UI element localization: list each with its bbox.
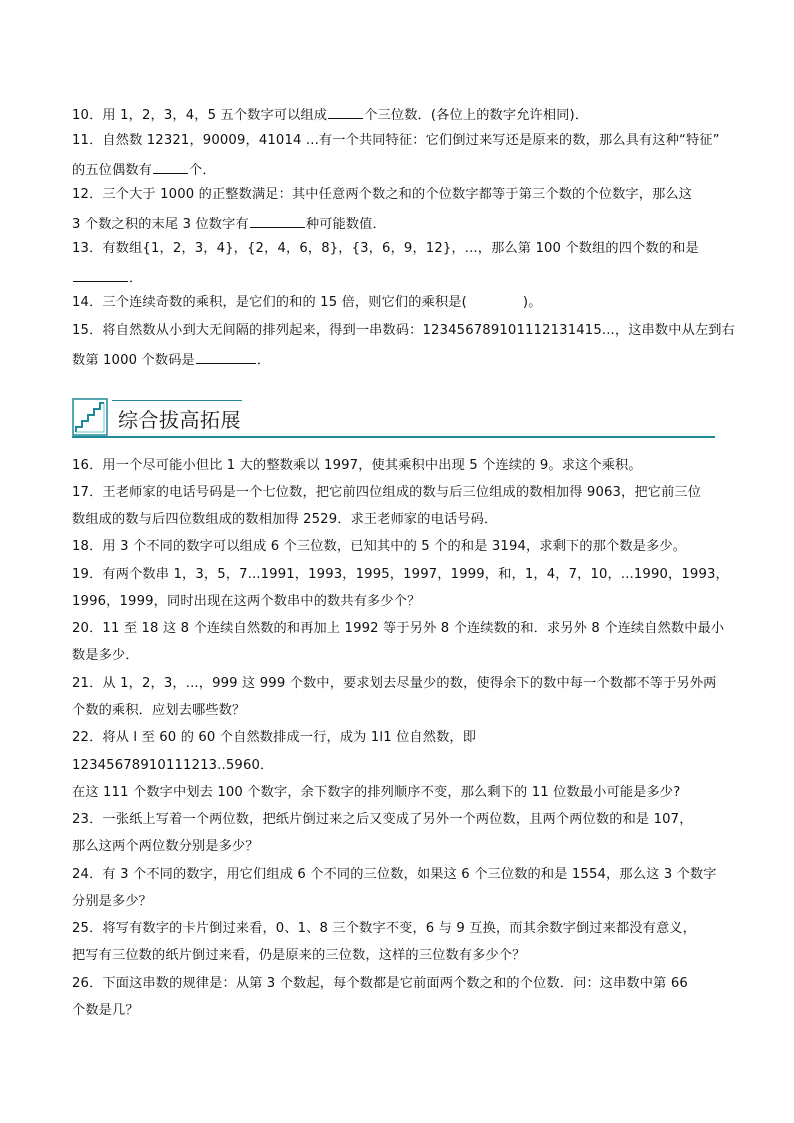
- problem-11-line2: [72, 159, 216, 180]
- problem-13-line1: 13．有数组{1，2，3，4}，{2，4，6，8}，{3，6，9，12}，...，那么第 100 个数组的四个数的和是: [72, 241, 699, 256]
- section-title: 综合拔高拓展: [118, 408, 241, 432]
- problem-11-text: 的五位偶数有: [72, 163, 153, 178]
- problem-12-line2: [72, 213, 386, 234]
- problem-12-text: 3 个数之积的末尾 3 位数字有: [72, 217, 249, 232]
- problem-19-line2: 1996，1999，同时出现在这两个数串中的数共有多少个？: [72, 594, 421, 609]
- section-header: [72, 398, 715, 440]
- problem-13-line2: [72, 267, 142, 288]
- problem-10-text: 10．用 1，2，3，4，5 五个数字可以组成: [72, 108, 328, 123]
- answer-blank: [250, 213, 305, 228]
- problem-14-text-end: )。: [522, 295, 542, 310]
- problem-10-text-end: 个三位数．(各位上的数字允许相同)．: [364, 108, 589, 123]
- answer-blank: [73, 267, 128, 282]
- problem-12-line1: 12．三个大于 1000 的正整数满足：其中任意两个数之和的个位数字都等于第三个数的个位数字，那么这: [72, 187, 693, 202]
- answer-blank: [196, 349, 256, 364]
- problem-15-line2: [72, 349, 270, 370]
- problem-26-line2: 个数是几？: [72, 1003, 139, 1018]
- problem-18: 18．用 3 个不同的数字可以组成 6 个三位数，已知其中的 5 个的和是 3194，求剩下的那个数是多少。: [72, 539, 687, 554]
- problem-11-line1: 11．自然数 12321，90009，41014 ...有一个共同特征：它们倒过来写还是原来的数，那么具有这种“特征”: [72, 133, 720, 148]
- problem-24-line2: 分别是多少？: [72, 894, 153, 909]
- problem-15-text: 数第 1000 个数码是: [72, 353, 195, 368]
- problem-15-text-end: ．: [256, 353, 271, 368]
- problem-11-text-end: 个．: [189, 163, 216, 178]
- problem-25-line2: 把写有三位数的纸片倒过来看，仍是原来的三位数，这样的三位数有多少个？: [72, 948, 526, 963]
- problem-17-line1: 17．王老师家的电话号码是一个七位数，把它前四位组成的数与后三位组成的数相加得 9063，把它前三位: [72, 485, 702, 500]
- problem-25-line1: 25．将写有数字的卡片倒过来看，0、1、8 三个数字不变，6 与 9 互换，而其余数字倒过来都没有意义，: [72, 921, 696, 936]
- problem-19-line1: 19．有两个数串 1，3，5，7...1991，1993，1995，1997，1999，和，1，4，7，10，...1990，1993，: [72, 567, 729, 582]
- problem-12-text-end: 种可能数值．: [305, 217, 386, 232]
- answer-blank: [153, 159, 188, 174]
- problem-13-text-end: ．: [129, 271, 143, 286]
- problem-26-line1: 26．下面这串数的规律是：从第 3 个数起，每个数都是它前面两个数之和的个位数．问：这串数中第 66: [72, 976, 688, 991]
- problem-17-line2: 数组成的数与后四位数组成的数相加得 2529．求王老师家的电话号码．: [72, 512, 498, 527]
- problem-22-line2: 12345678910111213..5960．: [72, 758, 274, 773]
- problem-21-line2: 个数的乘积．应划去哪些数？: [72, 703, 246, 718]
- answer-blank: [328, 104, 363, 119]
- problem-22-line1: 22．将从 l 至 60 的 60 个自然数排成一行，成为 1l1 位自然数，即: [72, 730, 477, 745]
- problem-10: [72, 104, 588, 125]
- problem-14: [72, 294, 542, 312]
- header-top-line: [112, 400, 242, 401]
- problem-22-line3: 在这 111 个数字中划去 100 个数字，余下数字的排列顺序不变，那么剩下的 11 位数最小可能是多少?: [72, 785, 681, 800]
- problem-20-line2: 数是多少．: [72, 648, 139, 663]
- problem-15-line1: 15．将自然数从小到大无间隔的排列起来，得到一串数码：123456789101112131415...，这串数中从左到右: [72, 323, 735, 338]
- problem-23-line2: 那么这两个两位数分别是多少？: [72, 839, 259, 854]
- problem-23-line1: 23．一张纸上写着一个两位数，把纸片倒过来之后又变成了另外一个两位数，且两个两位数的和是 107，: [72, 812, 693, 827]
- problem-16: 16．用一个尽可能小但比 1 大的整数乘以 1997，使其乘积中出现 5 个连续的 9。求这个乘积。: [72, 458, 642, 473]
- problem-21-line1: 21．从 1，2，3，...，999 这 999 个数中，要求划去尽量少的数，使得余下的数中每一个数都不等于另外两: [72, 676, 717, 691]
- stairs-icon: [72, 398, 108, 436]
- problem-20-line1: 20．11 至 18 这 8 个连续自然数的和再加上 1992 等于另外 8 个连续数的和．求另外 8 个连续自然数中最小: [72, 621, 725, 636]
- problem-24-line1: 24．有 3 个不同的数字，用它们组成 6 个不同的三位数，如果这 6 个三位数的和是 1554，那么这 3 个数字: [72, 867, 717, 882]
- header-underline: [72, 436, 715, 438]
- problem-14-text: 14．三个连续奇数的乘积，是它们的和的 15 倍，则它们的乘积是(: [72, 295, 467, 310]
